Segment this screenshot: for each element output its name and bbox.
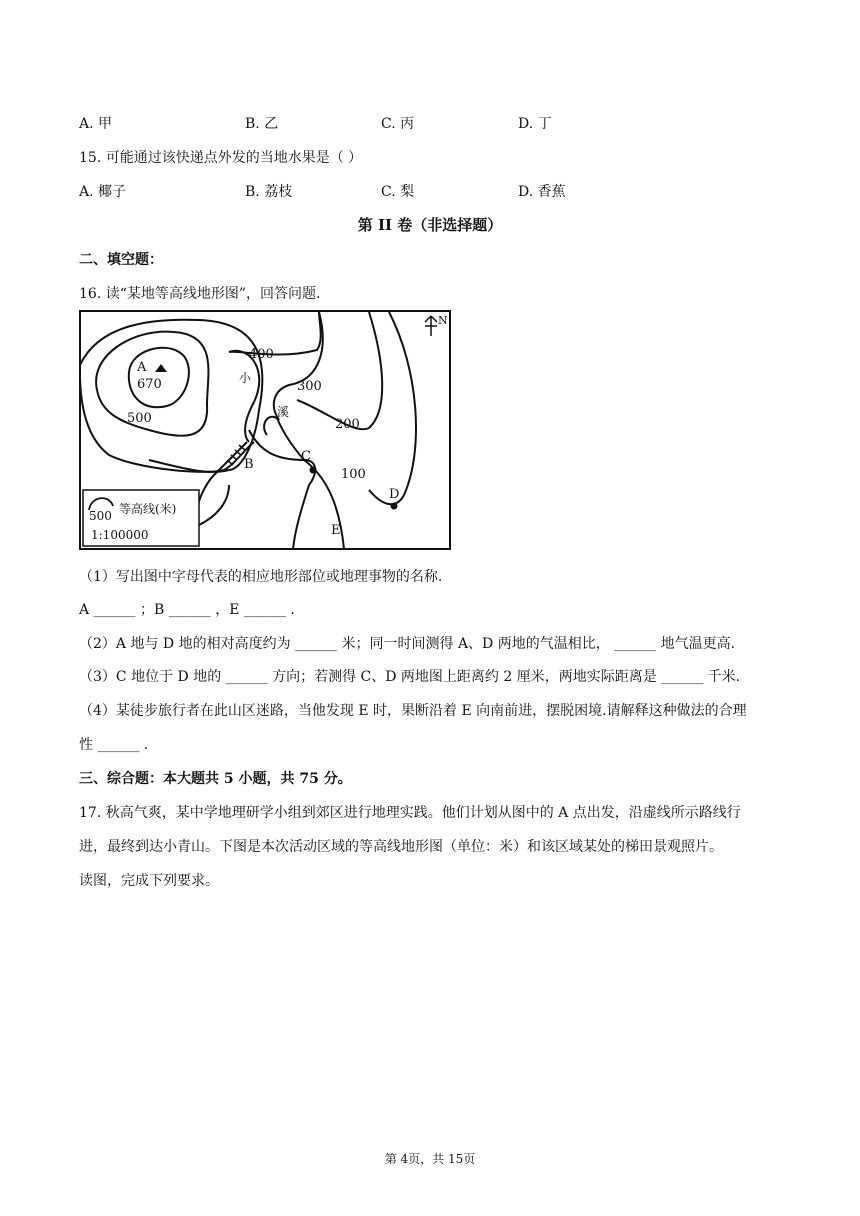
point-c-dot <box>310 467 317 474</box>
label-d: D <box>389 487 400 502</box>
q17-line2: 进，最终到达小青山。下图是本次活动区域的等高线地形图（单位：米）和该区域某处的梯田景观照片。 <box>79 839 723 855</box>
label-c: C <box>301 449 311 464</box>
label-100: 100 <box>341 467 366 482</box>
q14-option-d: D. 丁 <box>518 116 552 132</box>
q16-sub1: （1）写出图中字母代表的相应地形部位或地理事物的名称. <box>79 569 443 585</box>
label-500: 500 <box>127 411 152 426</box>
q16-stem: 16. 读“某地等高线地形图”，回答问题. <box>79 286 321 302</box>
map-legend <box>83 490 199 546</box>
section2-title: 第 II 卷（非选择题） <box>357 216 503 234</box>
q14-option-c: C. 丙 <box>381 116 415 132</box>
label-xi: 溪 <box>277 405 290 419</box>
label-e: E <box>331 523 341 538</box>
label-300: 300 <box>297 379 322 394</box>
q16-sub4-line2: 性 ______ . <box>79 737 149 753</box>
q17-line3: 读图，完成下列要求。 <box>79 873 219 889</box>
q16-sub1-blanks: A ______ ；B ______ ，E ______ . <box>79 602 295 618</box>
section2-heading: 二、填空题： <box>79 252 163 268</box>
point-d-dot <box>391 503 398 510</box>
legend-scale: 1:100000 <box>91 528 149 542</box>
q15-option-c: C. 梨 <box>381 184 415 200</box>
q14-option-a: A. 甲 <box>79 116 113 132</box>
q15-option-a: A. 椰子 <box>79 184 127 200</box>
label-a: A <box>137 360 147 375</box>
q14-option-b: B. 乙 <box>245 116 279 132</box>
q16-sub3: （3）C 地位于 D 地的 ______ 方向；若测得 C、D 两地图上距离约 2 厘米，两地实际距离是 ______ 千米. <box>79 669 741 685</box>
label-670: 670 <box>137 377 162 392</box>
contour-map <box>79 310 451 550</box>
q16-sub2: （2）A 地与 D 地的相对高度约为 ______ 米；同一时间测得 A、D 两地的气温相比， ______ 地气温更高. <box>79 636 736 652</box>
label-b: B <box>244 457 254 472</box>
label-xiao: 小 <box>239 371 252 385</box>
label-200: 200 <box>335 417 360 432</box>
section3-heading: 三、综合题：本大题共 5 小题，共 75 分。 <box>79 771 352 787</box>
q17-line1: 17. 秋高气爽，某中学地理研学小组到郊区进行地理实践。他们计划从图中的 A 点出发，沿虚线所示路线行 <box>79 805 741 821</box>
q16-sub4-line1: （4）某徒步旅行者在此山区迷路，当他发现 E 时，果断沿着 E 向南前进，摆脱困境.请解释这种做法的合理 <box>79 703 747 719</box>
legend-label: 等高线(米) <box>119 502 177 516</box>
page-footer: 第 4页，共 15页 <box>384 1152 476 1166</box>
q15-stem: 15. 可能通过该快递点外发的当地水果是（ ） <box>79 150 363 166</box>
q15-option-b: B. 荔枝 <box>245 184 293 200</box>
label-north: N <box>438 314 448 327</box>
legend-contour-value: 500 <box>89 509 112 523</box>
q15-option-d: D. 香蕉 <box>518 184 566 200</box>
label-400: 400 <box>249 347 274 362</box>
